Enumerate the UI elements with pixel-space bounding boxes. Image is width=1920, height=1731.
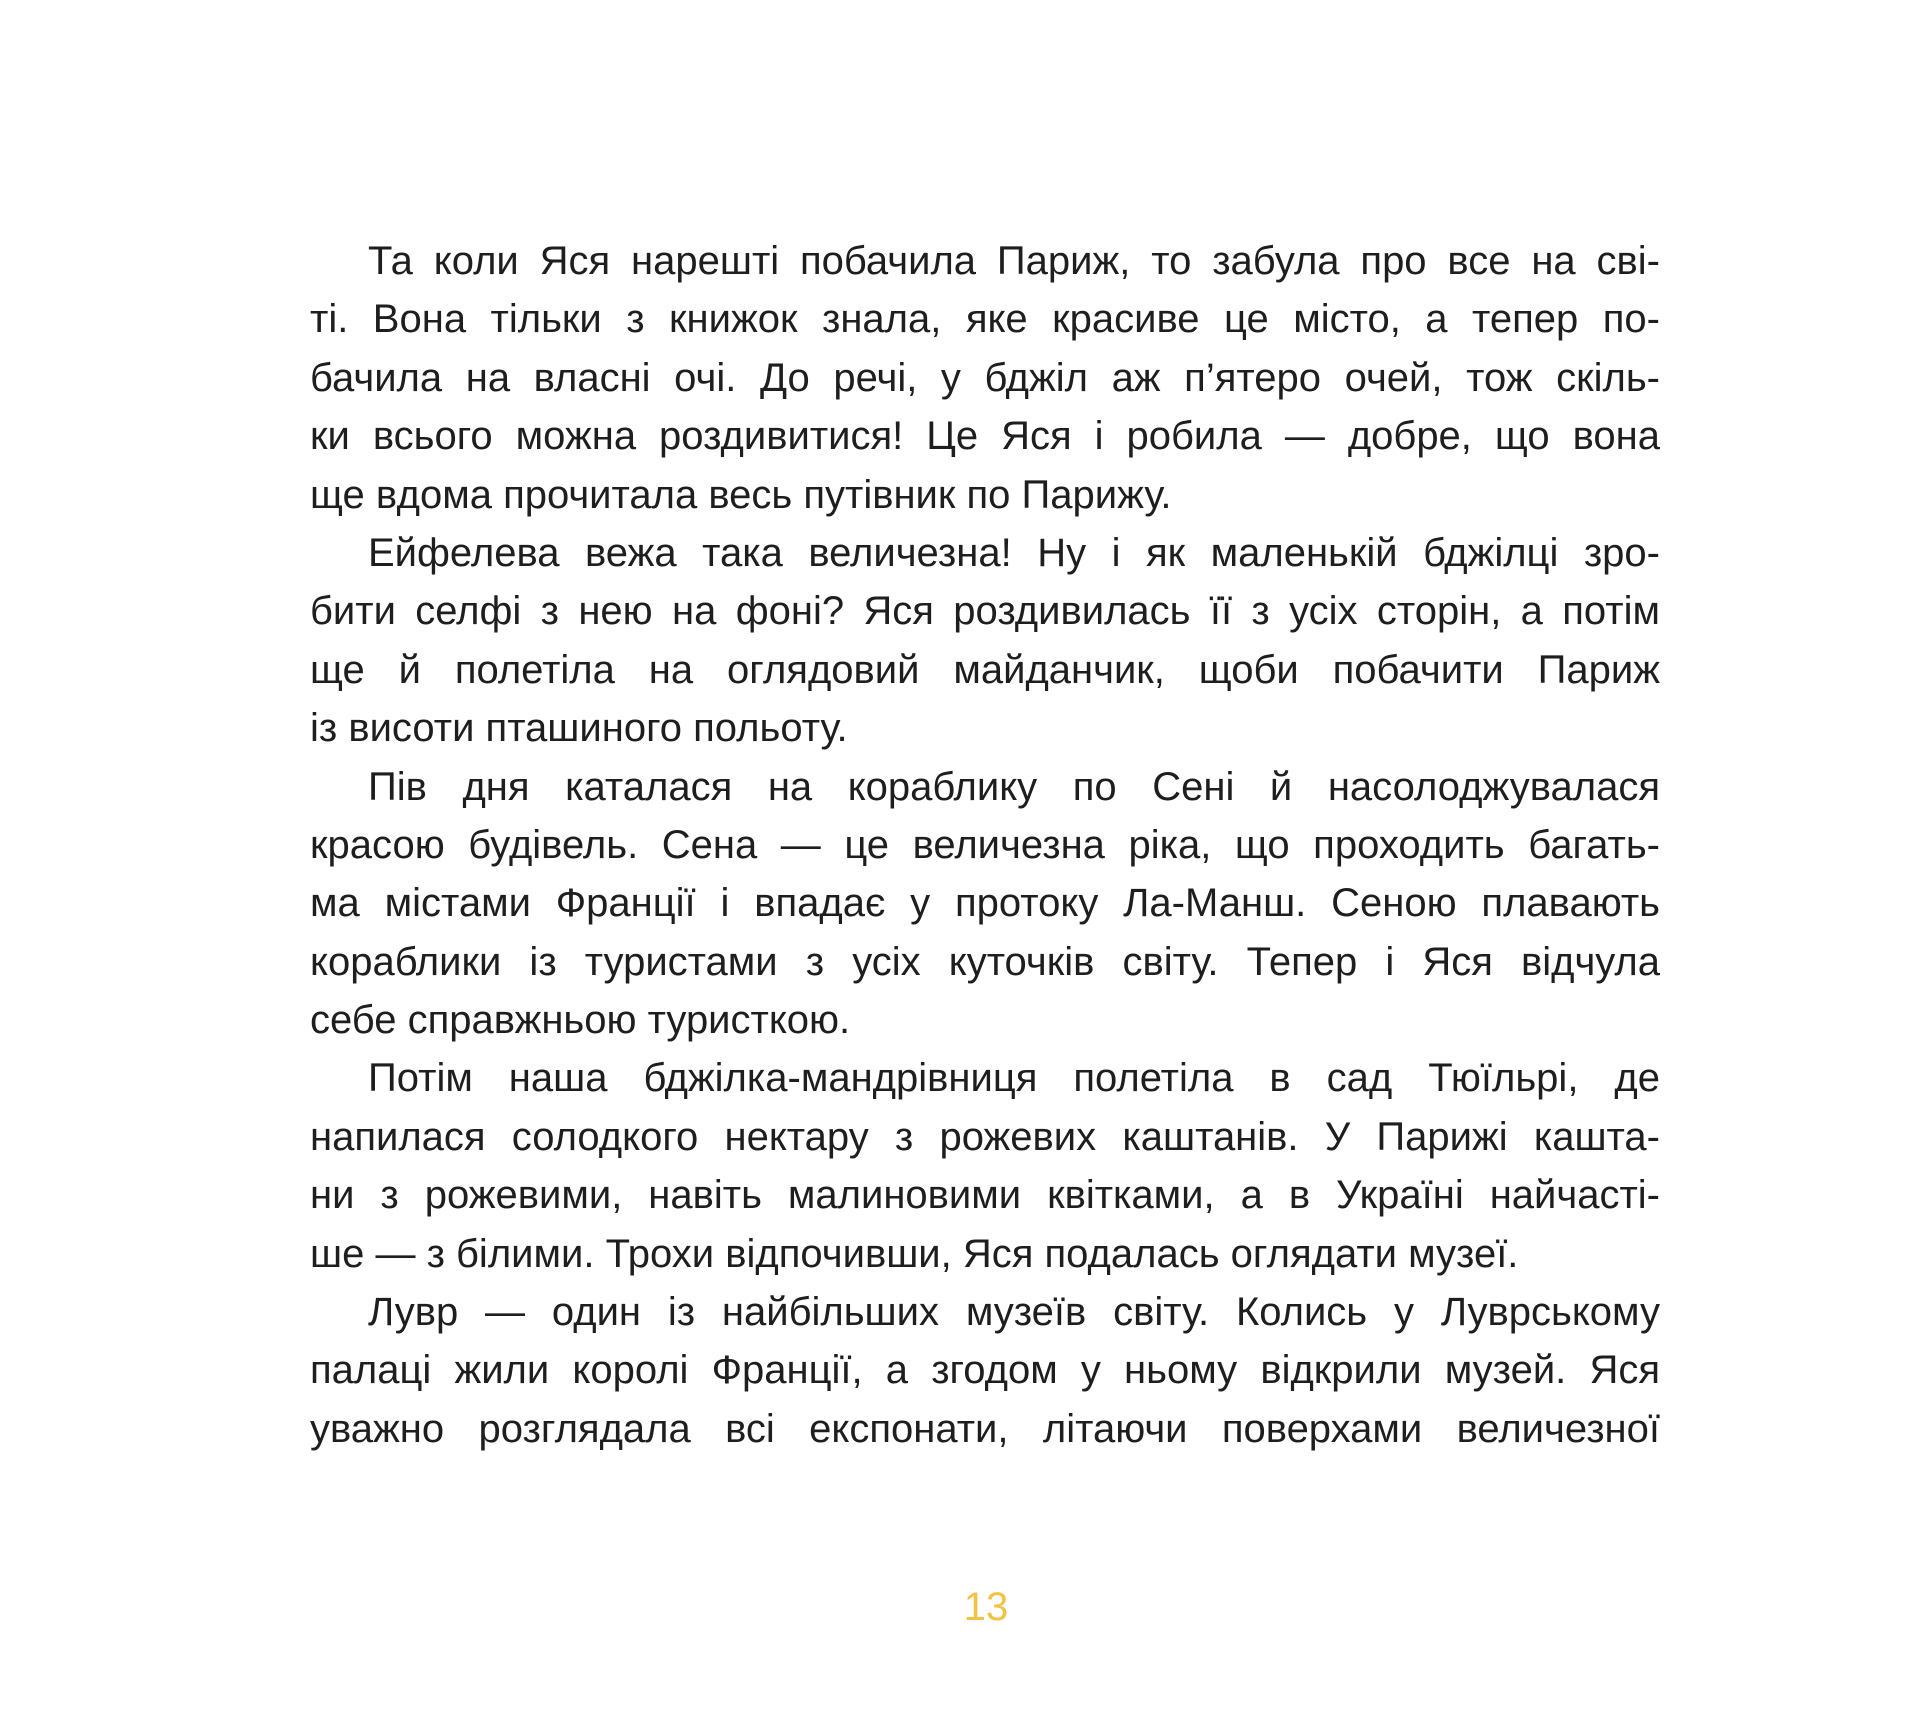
page-number: 13 — [963, 1585, 1009, 1629]
text-line: палаці жили королі Франції, а згодом у ньому відкрили музей. Яся — [310, 1348, 1660, 1393]
paragraph — [310, 1049, 1660, 1283]
text-line: бити селфі з нею на фоні? Яся роздивилась її з усіх сторін, а потім — [310, 589, 1660, 634]
paragraph — [310, 758, 1660, 1050]
text-line: Та коли Яся нарешті побачила Париж, то забула про все на сві- — [368, 239, 1660, 283]
text-line: ни з рожевими, навіть малиновими квітками, а в Україні найчасті- — [310, 1173, 1660, 1218]
text-line: уважно розглядала всі експонати, літаючи поверхами величезної — [310, 1406, 1660, 1451]
text-line: кораблики із туристами з усіх куточків світу. Тепер і Яся відчула — [310, 939, 1660, 984]
text-line: Ейфелева вежа така величезна! Ну і як маленькій бджілці зро- — [368, 530, 1660, 575]
text-line: ки всього можна роздивитися! Це Яся і робила — добре, що вона — [310, 414, 1660, 459]
text-line: ще й полетіла на оглядовий майданчик, щоби побачити Париж — [310, 647, 1660, 692]
paragraph — [310, 232, 1660, 524]
text-line: ті. Вона тільки з книжок знала, яке красиве це місто, а тепер по- — [310, 297, 1660, 342]
text-line: ще вдома прочитала весь путівник по Парижу. — [310, 472, 1172, 517]
text-line: Потім наша бджілка-мандрівниця полетіла в сад Тюїльрі, де — [368, 1056, 1660, 1101]
body-text — [310, 232, 1660, 1458]
text-line: із висоти пташиного польоту. — [310, 706, 848, 751]
text-line: Пів дня каталася на кораблику по Сені й насолоджувалася — [368, 764, 1660, 809]
text-line: красою будівель. Сена — це величезна ріка, що проходить багать- — [310, 822, 1660, 867]
paragraph — [310, 524, 1660, 758]
text-line: себе справжньою туристкою. — [310, 998, 851, 1043]
text-line: ма містами Франції і впадає у протоку Ла-Манш. Сеною плавають — [310, 881, 1660, 926]
text-line: ше — з білими. Трохи відпочивши, Яся подалась оглядати музеї. — [310, 1231, 1519, 1276]
text-line: напилася солодкого нектару з рожевих каштанів. У Парижі кашта- — [310, 1114, 1660, 1159]
text-line: Лувр — один із найбільших музеїв світу. Колись у Луврському — [368, 1290, 1660, 1335]
text-line: бачила на власні очі. До речі, у бджіл аж п’ятеро очей, тож скіль- — [310, 355, 1660, 400]
paragraph — [310, 1283, 1660, 1458]
